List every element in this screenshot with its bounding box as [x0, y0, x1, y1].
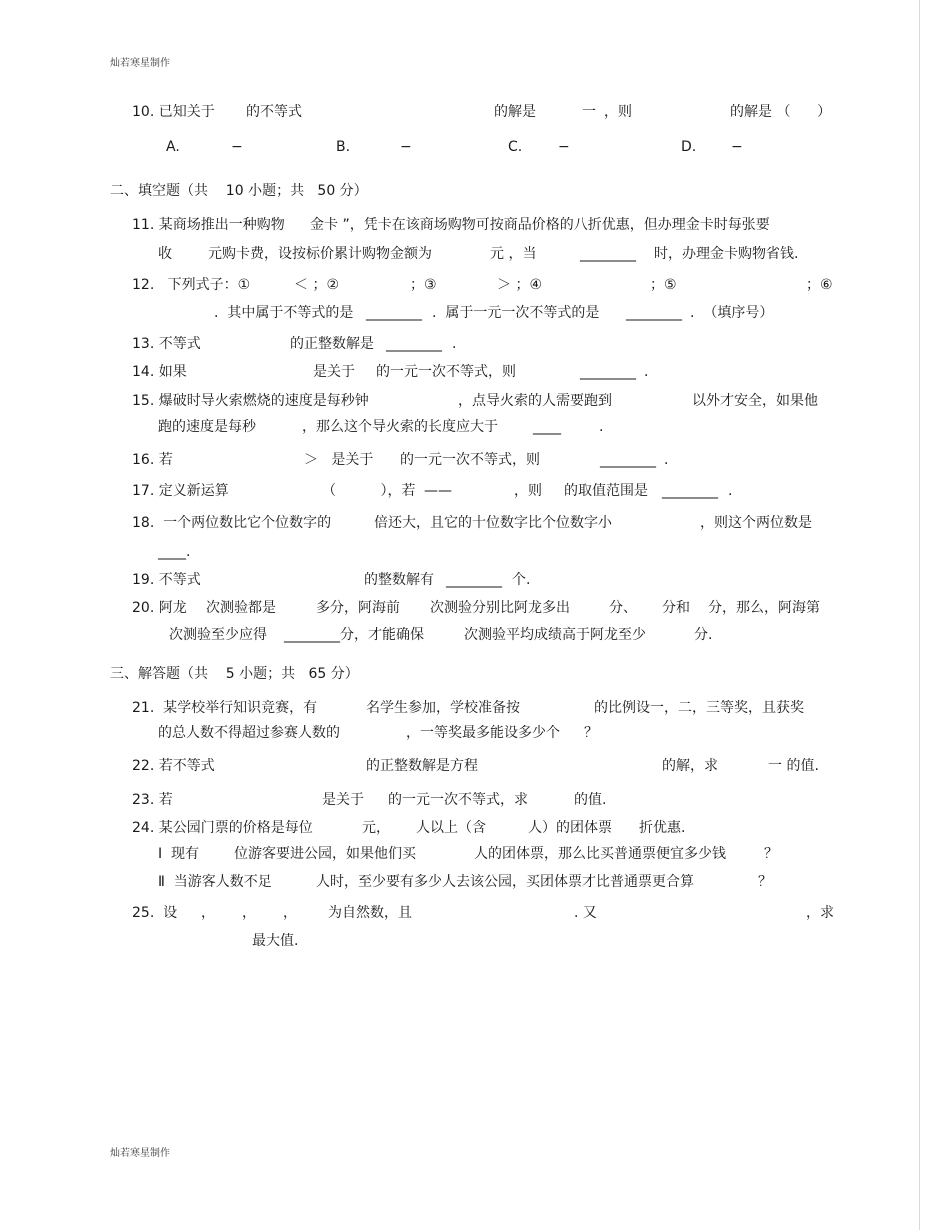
q11-text: 金卡 ”，凭卡在该商场购物可按商品价格的八折优惠，但办理金卡时每张要 [310, 217, 770, 233]
q24-text: Ⅱ 当游客人数不足 [158, 874, 272, 890]
q12-text: ；③ [410, 277, 437, 293]
q20-text: 次测验都是 [206, 600, 276, 616]
q25-text: 为自然数，且 [328, 905, 412, 921]
q12-text: ＜ ；② [294, 277, 340, 293]
q24-text: Ⅰ 现有 [158, 846, 200, 862]
q21-text: ，一等奖最多能设多少个 [406, 725, 560, 741]
q17-text: 17. 定义新运算 [132, 483, 229, 499]
q12-text: . 属于一元一次不等式的是 [432, 305, 600, 321]
answer-blank[interactable]: ________ [580, 364, 636, 380]
option-a-label: A. [166, 139, 180, 155]
q20-text: 分，那么，阿海第 [708, 600, 820, 616]
q15-text: 跑的速度是每秒 [158, 419, 256, 435]
q24-text: ？ [758, 874, 772, 890]
q18-text: ，则这个两位数是 [700, 515, 812, 531]
q10-text: 的解是 [494, 104, 536, 120]
q20-text: 分. [694, 627, 713, 643]
q10-text: 一 [582, 104, 596, 120]
answer-blank[interactable]: ________ [386, 336, 442, 352]
option-d-value: − [731, 139, 743, 155]
q14-text: . [644, 364, 649, 380]
q22-text: 22. 若不等式 [132, 758, 215, 774]
q24-text: 人时，至少要有多少人去该公园，买团体票才比普通票更合算 [316, 874, 694, 890]
q18-text: 18. 一个两位数比它个位数字的 [132, 515, 332, 531]
q11-text: 收 [158, 246, 172, 262]
q18-text: 倍还大，且它的十位数字比个位数字小 [374, 515, 612, 531]
q10-stem: 10. 已知关于 [132, 104, 215, 120]
option-d-label: D. [681, 139, 697, 155]
q24-text: 24. 某公园门票的价格是每位 [132, 820, 313, 836]
q19-text: 的整数解有 [364, 572, 434, 588]
q16-text: 16. 若 [132, 452, 173, 468]
q12-text: . （填序号） [690, 305, 774, 321]
q10-text: 的不等式 [246, 104, 302, 120]
q14-text: 的一元一次不等式，则 [376, 364, 516, 380]
section-title: 二、填空题（共 10 小题；共 50 分） [110, 183, 368, 199]
q20-text: 多分，阿海前 [316, 600, 400, 616]
q17-text: ，则 [514, 483, 542, 499]
q17-text: —— [424, 483, 452, 499]
q24-text: 位游客要进公园，如果他们买 [234, 846, 416, 862]
q15-text: . [599, 419, 604, 435]
answer-blank[interactable]: ________ [446, 572, 502, 588]
q24-text: 人的团体票，那么比买普通票便宜多少钱 [474, 846, 726, 862]
q25-text: . 又 [574, 905, 597, 921]
page-edge [919, 0, 920, 1230]
q20-text: 分和 [662, 600, 690, 616]
q13-text: 13. 不等式 [132, 336, 201, 352]
q21-text: 的总人数不得超过参赛人数的 [158, 725, 340, 741]
q20-text: 次测验至少应得 [169, 627, 267, 643]
q15-text: ，那么这个导火索的长度应大于 [302, 419, 498, 435]
option-b-label: B. [336, 139, 351, 155]
q20-text: 分、 [609, 600, 637, 616]
q25-text: 最大值. [252, 933, 299, 949]
q24-text: ？ [764, 846, 778, 862]
q23-text: 的一元一次不等式，求 [388, 792, 528, 808]
q11-text: 时，办理金卡购物省钱. [654, 246, 799, 262]
q25-text: ， [283, 905, 297, 921]
q16-text: 的一元一次不等式，则 [400, 452, 540, 468]
q23-text: 23. 若 [132, 792, 173, 808]
q21-text: 的比例设一，二，三等奖，且获奖 [594, 700, 804, 716]
q22-text: 的正整数解是方程 [366, 758, 478, 774]
q22-text: 一 的值. [768, 758, 819, 774]
q24-text: 人以上（含 [416, 820, 486, 836]
q23-text: 的值. [574, 792, 607, 808]
q14-text: 是关于 [313, 364, 355, 380]
q19-text: 19. 不等式 [132, 572, 201, 588]
q23-text: 是关于 [322, 792, 364, 808]
q24-text: 元， [362, 820, 390, 836]
answer-blank[interactable]: ________ [366, 305, 422, 321]
q17-text: 的取值范围是 [564, 483, 648, 499]
q21-text: 名学生参加，学校准备按 [366, 700, 520, 716]
q24-text: 人）的团体票 [528, 820, 612, 836]
q24-text: 折优惠. [639, 820, 686, 836]
q21-text: 21. 某学校举行知识竞赛，有 [132, 700, 318, 716]
q15-text: ，点导火索的人需要跑到 [458, 393, 612, 409]
q22-text: 的解，求 [662, 758, 718, 774]
q10-text: 的解是 （ ） [730, 104, 832, 120]
footer-watermark: 灿若寒星制作 [110, 1148, 170, 1159]
section-title: 三、解答题（共 5 小题；共 65 分） [110, 666, 359, 682]
option-a-value: − [231, 139, 243, 155]
q10-text: ，则 [604, 104, 632, 120]
option-b-value: − [400, 139, 412, 155]
answer-blank[interactable]: ________ [600, 452, 656, 468]
q15-text: 15. 爆破时导火索燃烧的速度是每秒钟 [132, 393, 369, 409]
q11-text: 元 ，当 [490, 246, 537, 262]
q12-text: 12. 下列式子：① [132, 277, 251, 293]
answer-blank[interactable]: ________ [580, 246, 636, 262]
q15-text: 以外才安全，如果他 [692, 393, 818, 409]
answer-blank[interactable]: ________ [662, 483, 718, 499]
q12-text: . 其中属于不等式的是 [214, 305, 354, 321]
q25-text: ， [201, 905, 215, 921]
q21-text: ？ [584, 725, 598, 741]
answer-blank[interactable]: ____. [158, 544, 191, 560]
q20-text: 20. 阿龙 [132, 600, 187, 616]
q16-text: . [664, 452, 669, 468]
q12-text: ；⑥ [806, 277, 833, 293]
q16-text: ＞ 是关于 [304, 452, 374, 468]
option-c-value: − [558, 139, 570, 155]
q13-text: . [452, 336, 457, 352]
q20-text: 次测验平均成绩高于阿龙至少 [464, 627, 646, 643]
q25-text: ，求 [806, 905, 834, 921]
option-c-label: C. [508, 139, 523, 155]
q19-text: 个. [512, 572, 531, 588]
q13-text: 的正整数解是 [290, 336, 374, 352]
answer-blank[interactable]: ________分，才能确保 [284, 627, 424, 643]
q12-text: ；⑤ [650, 277, 677, 293]
answer-blank[interactable]: ____ [533, 419, 561, 435]
q25-text: ， [242, 905, 256, 921]
q14-text: 14. 如果 [132, 364, 187, 380]
q11-text: 元购卡费，设按标价累计购物金额为 [208, 246, 432, 262]
answer-blank[interactable]: ________ [626, 305, 682, 321]
header-watermark: 灿若寒星制作 [110, 58, 170, 69]
q12-text: ＞ ；④ [497, 277, 543, 293]
q25-text: 25. 设 [132, 905, 178, 921]
q17-text: （ ），若 [322, 483, 416, 499]
q17-text: . [728, 483, 733, 499]
q11-text: 11. 某商场推出一种购物 [132, 217, 285, 233]
q20-text: 次测验分别比阿龙多出 [430, 600, 570, 616]
